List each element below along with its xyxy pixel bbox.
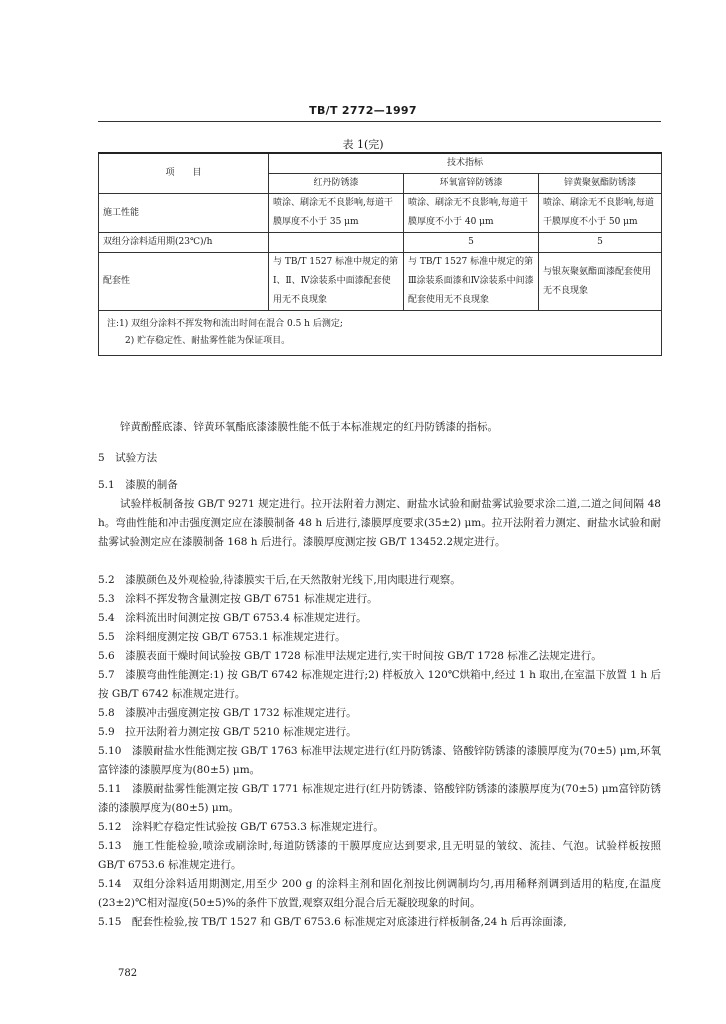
table-cell: 5	[404, 233, 539, 253]
table-row	[99, 194, 662, 233]
table-caption: 表 1(完)	[342, 138, 384, 151]
table-note: 注:1) 双组分涂料不挥发物和流出时间在混合 0.5 h 后测定;	[107, 319, 343, 329]
clause-item: 5.13 施工性能检验,喷涂或刷涂时,每道防锈漆的干膜厚度应达到要求,且无明显的皱纹、流挂、气泡。试验样板按照 GB/T 6753.6 标准规定进行。	[98, 840, 661, 871]
col-tech-header: 技术指标	[269, 153, 662, 174]
clause-item: 5.6 漆膜表面干燥时间试验按 GB/T 1728 标准甲法规定进行,实干时间按 GB/T 1728 标准乙法规定进行。	[98, 650, 602, 662]
subcol-header: 环氧富锌防锈漆	[404, 174, 539, 194]
table-note: 2) 贮存稳定性、耐盐雾性能为保证项目。	[125, 336, 291, 346]
subcol-header: 锌黄聚氨酯防锈漆	[539, 174, 662, 194]
clause-item: 5.5 涂料细度测定按 GB/T 6753.1 标准规定进行。	[98, 631, 346, 643]
clause-item: 5.4 涂料流出时间测定按 GB/T 6753.4 标准规定进行。	[98, 612, 367, 624]
paragraph-after-table: 锌黄酚醛底漆、锌黄环氧酯底漆漆膜性能不低于本标准规定的红丹防锈漆的指标。	[120, 421, 498, 433]
table-row	[99, 253, 662, 311]
page-number: 782	[118, 968, 138, 979]
clause-list	[98, 571, 661, 932]
table-header-row	[99, 153, 662, 174]
subsection-title: 5.1 漆膜的制备	[98, 479, 178, 491]
table-cell: 与银灰聚氨酯面漆配套使用无不良现象	[539, 253, 662, 311]
table-cell: 与 TB/T 1527 标准中规定的第Ⅰ、Ⅱ、Ⅳ涂装系中面漆配套使用无不良现象	[269, 253, 404, 311]
table-cell	[269, 233, 404, 253]
clause-item: 5.12 涂料贮存稳定性试验按 GB/T 6753.3 标准规定进行。	[98, 821, 384, 833]
row-label: 施工性能	[99, 194, 269, 233]
spec-table	[98, 152, 662, 356]
header-rule	[98, 121, 661, 122]
clause-item: 5.14 双组分涂料适用期测定,用至少 200 g 的涂料主剂和固化剂按比例调制均匀,再用稀释剂调到适用的粘度,在温度(23±2)℃相对湿度(50±5)%的条件下放置,观察双组分混合后无凝胶现象的时间。	[98, 878, 661, 909]
subcol-header: 红丹防锈漆	[269, 174, 404, 194]
section-title: 5 试验方法	[98, 452, 158, 464]
subsection-text: 试验样板制备按 GB/T 9271 规定进行。拉开法附着力测定、耐盐水试验和耐盐雾试验要求涂二道,二道之间间隔 48 h。弯曲性能和冲击强度测定应在漆膜制备 48 h 后进行,漆膜厚度要求(35±2) μm。拉开法附着力测定、耐盐水试验和耐盐雾试验测定应在漆膜制备 168 h 后进行。漆膜厚度测定按 GB/T 13452.2规定进行。	[98, 498, 661, 548]
clause-item: 5.7 漆膜弯曲性能测定:1) 按 GB/T 6742 标准规定进行;2) 样板放入 120℃烘箱中,经过 1 h 取出,在室温下放置 1 h 后按 GB/T 6742 标准规定进行。	[98, 669, 661, 700]
clause-item: 5.15 配套性检验,按 TB/T 1527 和 GB/T 6753.6 标准规定对底漆进行样板制备,24 h 后再涂面漆,	[98, 916, 567, 928]
clause-item: 5.9 拉开法附着力测定按 GB/T 5210 标准规定进行。	[98, 726, 357, 738]
row-label: 双组分涂料适用期(23℃)/h	[99, 233, 269, 253]
table-cell: 喷涂、刷涂无不良影响,每道干膜厚度不小于 50 μm	[539, 194, 662, 233]
table-notes	[99, 311, 662, 356]
table-row	[99, 233, 662, 253]
table-cell: 喷涂、刷涂无不良影响,每道干膜厚度不小于 35 μm	[269, 194, 404, 233]
table-cell: 与 TB/T 1527 标准中规定的第Ⅲ涂装系面漆和Ⅳ涂装系中间漆配套使用无不良现象	[404, 253, 539, 311]
clause-item: 5.10 漆膜耐盐水性能测定按 GB/T 1763 标准甲法规定进行(红丹防锈漆、铬酸锌防锈漆的漆膜厚度为(70±5) μm,环氧富锌漆的漆膜厚度为(80±5) μm。	[98, 745, 661, 776]
table-cell: 喷涂、刷涂无不良影响,每道干膜厚度不小于 40 μm	[404, 194, 539, 233]
document-code: TB/T 2772—1997	[309, 104, 417, 117]
table-notes-row	[99, 311, 662, 356]
row-label: 配套性	[99, 253, 269, 311]
clause-item: 5.2 漆膜颜色及外观检验,待漆膜实干后,在天然散射光线下,用肉眼进行观察。	[98, 574, 461, 586]
clause-item: 5.11 漆膜耐盐雾性能测定按 GB/T 1771 标准规定进行(红丹防锈漆、铬酸锌防锈漆的漆膜厚度为(70±5) μm富锌防锈漆的漆膜厚度为(80±5) μm。	[98, 783, 661, 814]
clause-item: 5.8 漆膜冲击强度测定按 GB/T 1732 标准规定进行。	[98, 707, 357, 719]
table-cell: 5	[539, 233, 662, 253]
col-item-header: 项 目	[99, 153, 269, 194]
clause-item: 5.3 涂料不挥发物含量测定按 GB/T 6751 标准规定进行。	[98, 593, 378, 605]
